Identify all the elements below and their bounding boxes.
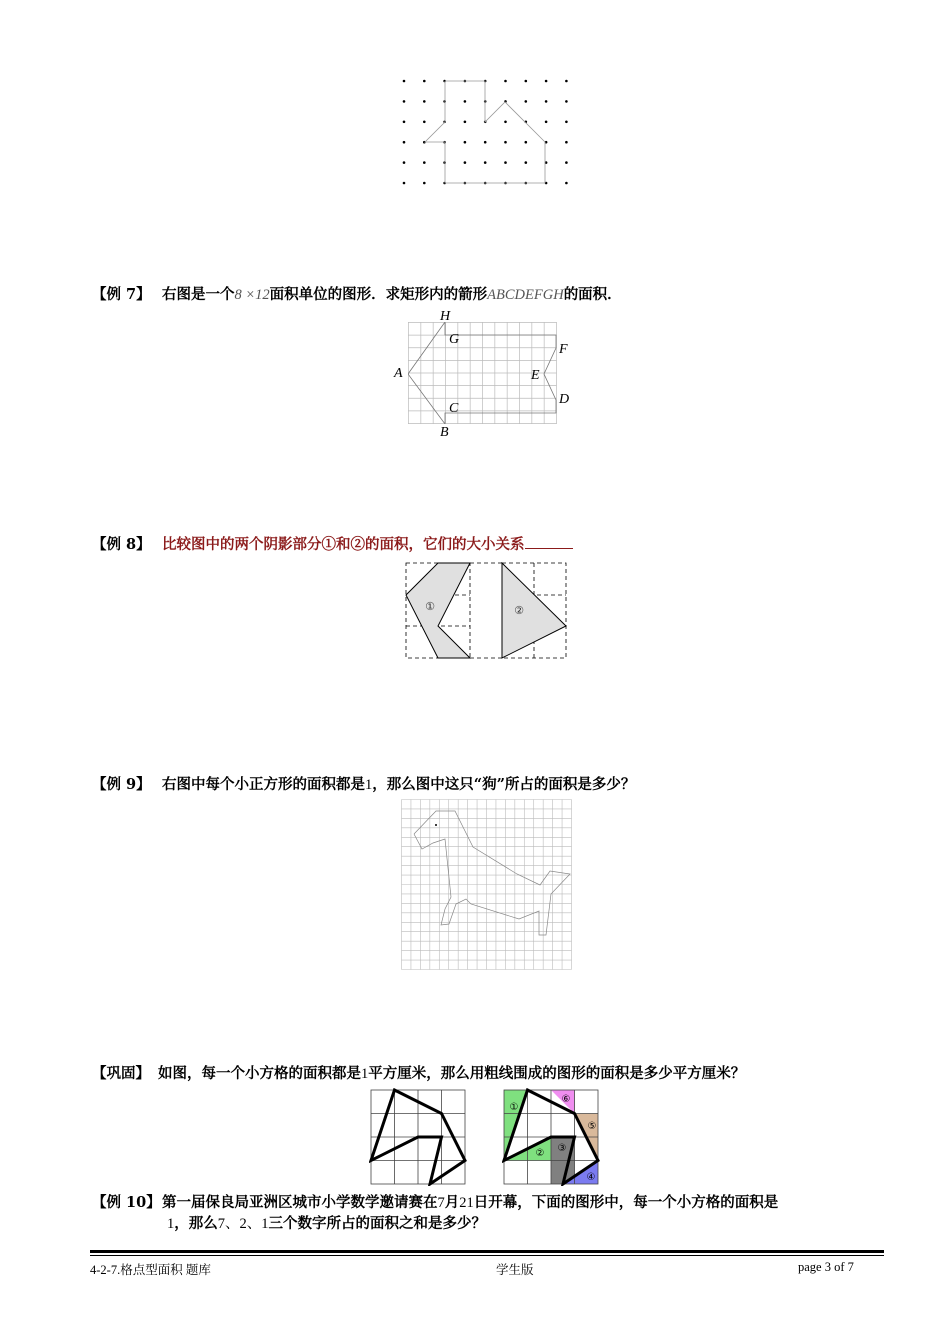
example-7-dims: 8 ×12 [234,287,270,303]
lattice-dot [464,121,467,124]
footer-left: 4-2-7.格点型面积 题库 [90,1263,211,1277]
example-10-line2-b: 三个数字所占的面积之和是多少？ [268,1215,486,1232]
lattice-dot [423,80,426,83]
example-10-line2 [167,1213,486,1235]
lattice-dot [504,161,507,164]
example-10-line2-a: ，那么 [174,1215,218,1232]
lattice-dot [403,80,406,83]
consolidation-question [92,1063,745,1085]
lattice-dot [403,182,406,185]
dog-outline [414,811,570,935]
footer-center: 学生版 [496,1263,534,1277]
example-9-text-a: 右图中每个小正方形的面积都是 [162,776,365,793]
point-label-g: G [449,332,460,347]
lattice-dot [423,121,426,124]
point-label-b: B [440,425,449,440]
footer-page-number: page 3 of 7 [798,1260,854,1274]
house-outline [425,81,545,183]
lattice-dot [565,80,568,83]
lattice-dot [565,100,568,103]
example-10 [92,1192,778,1214]
lattice-dot [403,141,406,144]
dog-grid-figure [401,799,572,970]
lattice-dot [423,100,426,103]
example-9-tag: 【例 9】 [92,776,151,793]
example-8 [92,534,573,556]
example-7-text-c: 的面积． [563,286,622,303]
lattice-dot [525,141,528,144]
dog-grid-lines [402,800,572,970]
region-label-3: ③ [557,1143,567,1154]
footer-rule-thick [90,1250,884,1253]
lattice-dot [565,121,568,124]
example-7-tag: 【例 7】 [92,286,151,303]
region-2-label: ② [514,604,524,617]
region-label-6: ⑥ [561,1094,571,1105]
lattice-dot [484,161,487,164]
lattice-dot [443,100,446,103]
lattice-dot [565,141,568,144]
example-10-line2-n: 1 [167,1216,175,1232]
lattice-dot [565,182,568,185]
example-7-text-a: 右图是一个 [162,286,235,303]
consolidation-n: 1 [361,1066,369,1082]
lattice-dot [525,100,528,103]
example-9-n: 1 [365,777,373,793]
region-label-2: ② [535,1148,545,1159]
region-1-label: ① [425,600,435,613]
dog-eye [435,824,437,826]
lattice-dot [464,161,467,164]
example-10-digits: 7、2、1 [217,1216,269,1232]
lattice-dot [565,161,568,164]
lattice-dot [403,161,406,164]
lattice-dot [423,182,426,185]
lattice-dot [403,121,406,124]
consolidation-tag: 【巩固】 [92,1065,150,1082]
footer-rule-thin [90,1255,884,1256]
example-8-tag: 【例 8】 [92,536,151,553]
example-8-text: 比较图中的两个阴影部分①和②的面积，它们的大小关系 [162,536,525,553]
example-10-line1-b: 月 [444,1194,460,1211]
lattice-dot [545,121,548,124]
lattice-dot [423,161,426,164]
shaded-regions-figure [405,562,567,659]
example-10-tag: 【例 10】 [92,1194,161,1211]
lattice-dot [403,100,406,103]
point-label-h: H [440,309,451,324]
colored-regions-figure [502,1088,600,1186]
example-9 [92,774,635,796]
lattice-dot [504,80,507,83]
example-7 [92,284,622,306]
lattice-dot [464,100,467,103]
region-label-5: ⑤ [587,1121,597,1132]
example-7-shape-name: ABCDEFGH [487,287,564,303]
lattice-dot [545,100,548,103]
lattice-dot [484,141,487,144]
lattice-dot [443,161,446,164]
thick-outline-figure [369,1088,467,1186]
example-7-text-b: 面积单位的图形．求矩形内的箭形 [269,286,488,303]
example-10-line1-c: 日开幕，下面的图形中，每一个小方格的面积是 [473,1194,779,1211]
example-10-day: 21 [459,1195,474,1211]
answer-blank[interactable] [525,534,573,549]
region-label-4: ④ [586,1172,596,1183]
lattice-dot [464,141,467,144]
shaded-region-1 [406,563,470,658]
point-label-c: C [449,401,459,416]
lattice-dot [504,141,507,144]
example-9-text-b: ，那么图中这只“狗”所占的面积是多少？ [372,776,636,793]
point-label-a: A [394,366,403,381]
point-label-f: F [559,342,568,357]
lattice-dot [545,80,548,83]
point-label-d: D [559,392,570,407]
region-label-1: ① [509,1102,519,1113]
example-10-month: 7 [437,1195,445,1211]
dot-lattice-figure [395,72,580,190]
consolidation-text-b: 平方厘米，那么用粗线围成的图形的面积是多少平方厘米？ [368,1065,746,1082]
example-10-line1-a: 第一届保良局亚洲区城市小学数学邀请赛在 [162,1194,438,1211]
lattice-dot [504,121,507,124]
lattice-dot [525,161,528,164]
lattice-dot [525,80,528,83]
point-label-e: E [531,368,540,383]
consolidation-text-a: 如图，每一个小方格的面积都是 [158,1065,361,1082]
